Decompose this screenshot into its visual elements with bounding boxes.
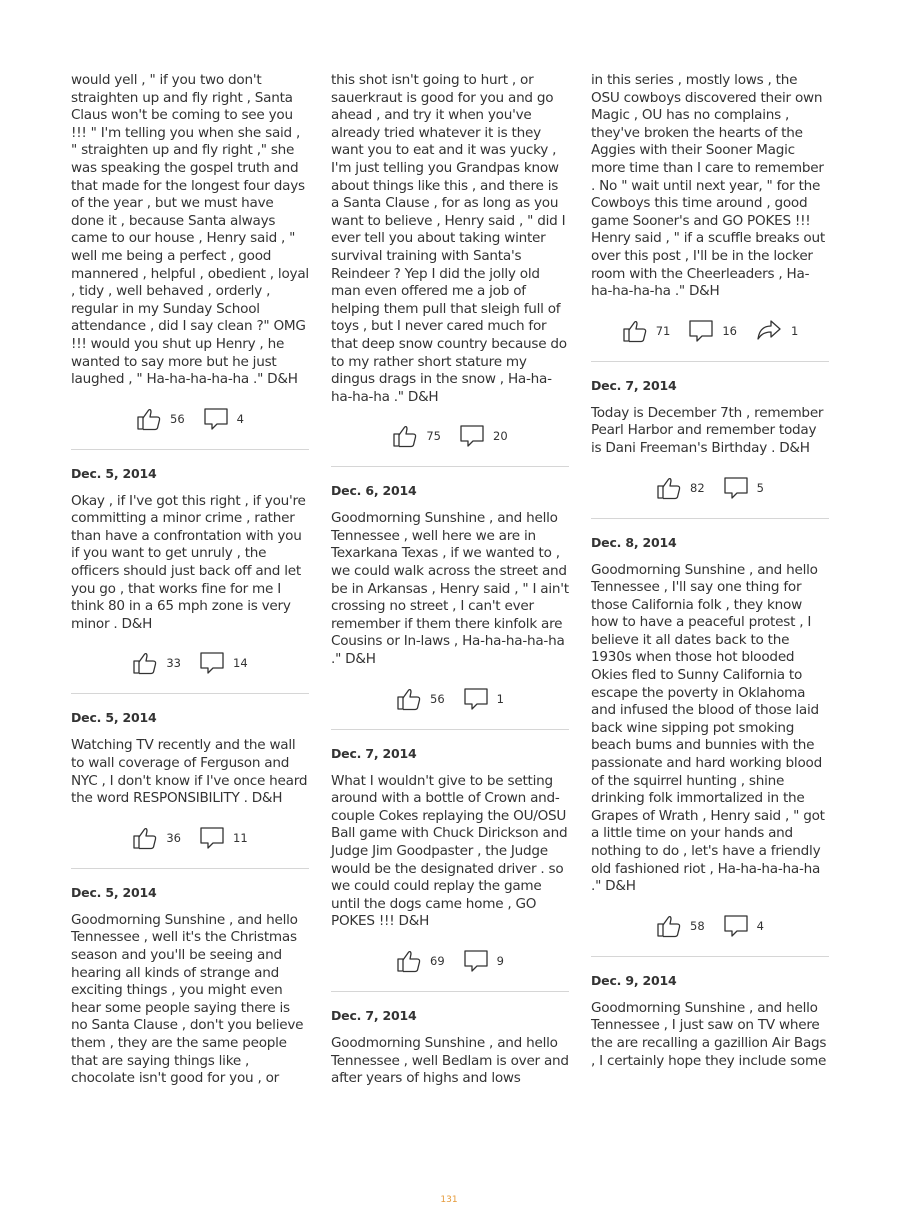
post-stats	[591, 896, 829, 956]
post-text: Watching TV recently and the wall to wall coverage of Ferguson and NYC , I don't know if I've once heard the word RESPONSIBILITY . D&H	[71, 737, 308, 807]
post-stats	[591, 458, 829, 518]
like-count: 58	[690, 918, 705, 933]
like-count: 82	[690, 480, 705, 495]
comment-stat[interactable]	[688, 318, 737, 344]
post-text: Goodmorning Sunshine , and hello Tennessee , well it's the Christmas season and you'll be seeing and hearing all kinds of strange and exciting things , you might even hear some people saying there is no Santa Clause , don't you believe them , they are the same people that are saying things like , chocolate isn't good for you , or	[71, 911, 304, 1087]
divider	[591, 956, 829, 957]
column-3	[591, 72, 829, 1070]
comment-stat[interactable]	[203, 406, 244, 432]
like-stat[interactable]	[622, 318, 671, 344]
divider	[331, 466, 569, 467]
comment-icon[interactable]	[723, 913, 749, 939]
like-stat[interactable]	[392, 423, 441, 449]
like-stat[interactable]	[396, 686, 445, 712]
comment-count: 16	[722, 323, 737, 338]
comment-icon[interactable]	[199, 650, 225, 676]
post-stats	[71, 389, 309, 449]
post-text: Goodmorning Sunshine , and hello Tennessee , well Bedlam is over and after years of highs and lows	[331, 1034, 569, 1087]
comment-stat[interactable]	[463, 686, 504, 712]
comment-stat[interactable]	[459, 423, 508, 449]
divider	[591, 361, 829, 362]
divider	[71, 868, 309, 869]
like-count: 56	[430, 691, 445, 706]
comment-count: 1	[496, 691, 504, 706]
comment-icon[interactable]	[688, 318, 714, 344]
divider	[331, 729, 569, 730]
comment-stat[interactable]	[463, 948, 504, 974]
thumbs-up-icon[interactable]	[622, 318, 648, 344]
thumbs-up-icon[interactable]	[132, 825, 158, 851]
post-stats	[331, 669, 569, 729]
post-date: Dec. 9, 2014	[591, 972, 677, 988]
post-text: in this series , mostly lows , the OSU cowboys discovered their own Magic , OU has no complains , they've broken the hearts of the Aggies with their Sooner Magic more time than I care to remember . No " wait until next year, " for the Cowboys this time around , good game Sooner's and GO POKES !!! Henry said , " if a scuffle breaks out over this post , I'll be in the locker room with the Cheerleaders , Ha-ha-ha-ha-ha ." D&H	[591, 72, 825, 300]
post-text: this shot isn't going to hurt , or sauerkraut is good for you and go ahead , and try it when you've already tried whatever it is they want you to eat and it was yucky , I'm just telling you Grandpas know about things like this , and there is a Santa Clause , for as long as you want to believe , Henry said , " did I ever tell you about taking winter survival training with Santa's Reindeer ? Yep I did the jolly old man even offered me a job of helping them pull that sleigh full of toys , but I never cared much for that deep snow country because do to my rather short stature my dingus drags in the snow , Ha-ha-ha-ha-ha ." D&H	[331, 72, 567, 405]
like-stat[interactable]	[132, 650, 181, 676]
post-date: Dec. 7, 2014	[331, 745, 417, 761]
like-stat[interactable]	[396, 948, 445, 974]
comment-icon[interactable]	[463, 686, 489, 712]
like-count: 36	[166, 830, 181, 845]
post-date: Dec. 8, 2014	[591, 534, 677, 550]
post-stats	[331, 931, 569, 991]
divider	[591, 518, 829, 519]
comment-stat[interactable]	[199, 650, 248, 676]
post-text: would yell , " if you two don't straighten up and fly right , Santa Claus won't be coming to see you !!! " I'm telling you when she said , " straighten up and fly right ," she was speaking the gospel truth and that made for the longest four days of the year , but we must have done it , because Santa always came to our house , Henry said , " well me being a perfect , good mannered , helpful , obedient , loyal , tidy , well behaved , orderly , regular in my Sunday School attendance , did I say clean ?" OMG !!! would you shut up Henry , he wanted to say more but he just laughed , " Ha-ha-ha-ha-ha ." D&H	[71, 72, 309, 388]
comment-icon[interactable]	[199, 825, 225, 851]
post-date: Dec. 6, 2014	[331, 483, 417, 499]
post-text: Okay , if I've got this right , if you're committing a minor crime , rather than have a confrontation with you if you want to get unruly , the officers should just back off and let you go , that works fine for me I think 80 in a 65 mph zone is very minor . D&H	[71, 492, 306, 632]
like-count: 33	[166, 656, 181, 671]
post-text: What I wouldn't give to be setting around with a bottle of Crown and-couple Cokes replaying the OU/OSU Ball game with Chuck Dirickson and Judge Jim Goodpaster , the Judge would be the designated driver . so we could could replay the game until the dogs came home , GO POKES !!! D&H	[331, 772, 568, 930]
comment-count: 9	[496, 953, 504, 968]
column-1	[71, 72, 309, 1088]
share-icon[interactable]	[755, 318, 783, 344]
post-text: Today is December 7th , remember Pearl Harbor and remember today is Dani Freeman's Birthday . D&H	[591, 404, 824, 456]
like-stat[interactable]	[132, 825, 181, 851]
like-count: 71	[655, 323, 671, 338]
comment-count: 4	[756, 918, 764, 933]
comment-count: 11	[233, 830, 248, 845]
post-date: Dec. 5, 2014	[71, 884, 157, 900]
comment-count: 20	[493, 429, 508, 444]
column-2	[331, 72, 569, 1088]
like-stat[interactable]	[656, 913, 705, 939]
post-text: Goodmorning Sunshine , and hello Tennessee , well here we are in Texarkana Texas , if we wanted to , we could walk across the street and be in Arkansas , Henry said , " I ain't crossing no street , I can't ever remember if them there kinfolk are Cousins or In-laws , Ha-ha-ha-ha-ha ." D&H	[331, 510, 569, 668]
thumbs-up-icon[interactable]	[396, 948, 422, 974]
post-stats	[591, 301, 829, 361]
like-count: 69	[430, 953, 445, 968]
comment-count: 4	[236, 411, 244, 426]
post-stats	[71, 633, 309, 693]
comment-icon[interactable]	[723, 475, 749, 501]
like-stat[interactable]	[136, 406, 185, 432]
like-count: 75	[426, 429, 441, 444]
like-count: 56	[170, 411, 185, 426]
thumbs-up-icon[interactable]	[132, 650, 158, 676]
comment-count: 14	[233, 656, 248, 671]
comment-stat[interactable]	[199, 825, 248, 851]
post-stats	[331, 406, 569, 466]
comment-icon[interactable]	[203, 406, 229, 432]
thumbs-up-icon[interactable]	[392, 423, 418, 449]
share-count: 1	[790, 323, 799, 338]
post-stats	[71, 808, 309, 868]
share-stat[interactable]	[755, 318, 798, 344]
thumbs-up-icon[interactable]	[396, 686, 422, 712]
post-text: Goodmorning Sunshine , and hello Tennessee , I'll say one thing for those California folk , they know how to have a peaceful protest , I believe it all dates back to the 1930s when those hot blooded Okies fled to Sunny California to escape the poverty in Oklahoma and infused the blood of those laid back wine sipping pot smoking beach bums and bunnies with the passionate and hard working blood of the squirrel hunting , shine drinking folk immortalized in the Grapes of Wrath , Henry said , " got a little time on your hands and nothing to do , let's have a friendly old fashioned riot , Ha-ha-ha-ha-ha ." D&H	[591, 561, 825, 895]
post-date: Dec. 5, 2014	[71, 465, 157, 481]
thumbs-up-icon[interactable]	[656, 913, 682, 939]
divider	[71, 693, 309, 694]
post-date: Dec. 5, 2014	[71, 710, 157, 726]
divider	[71, 449, 309, 450]
post-text: Goodmorning Sunshine , and hello Tennessee , I just saw on TV where the are recalling a gazillion Air Bags , I certainly hope they include some	[591, 999, 827, 1069]
comment-count: 5	[756, 480, 764, 495]
comment-stat[interactable]	[723, 475, 764, 501]
thumbs-up-icon[interactable]	[656, 475, 682, 501]
page-number: 131	[440, 1195, 458, 1205]
thumbs-up-icon[interactable]	[136, 406, 162, 432]
divider	[331, 991, 569, 992]
post-date: Dec. 7, 2014	[591, 377, 677, 393]
like-stat[interactable]	[656, 475, 705, 501]
comment-stat[interactable]	[723, 913, 764, 939]
comment-icon[interactable]	[459, 423, 485, 449]
post-date: Dec. 7, 2014	[331, 1007, 417, 1023]
comment-icon[interactable]	[463, 948, 489, 974]
